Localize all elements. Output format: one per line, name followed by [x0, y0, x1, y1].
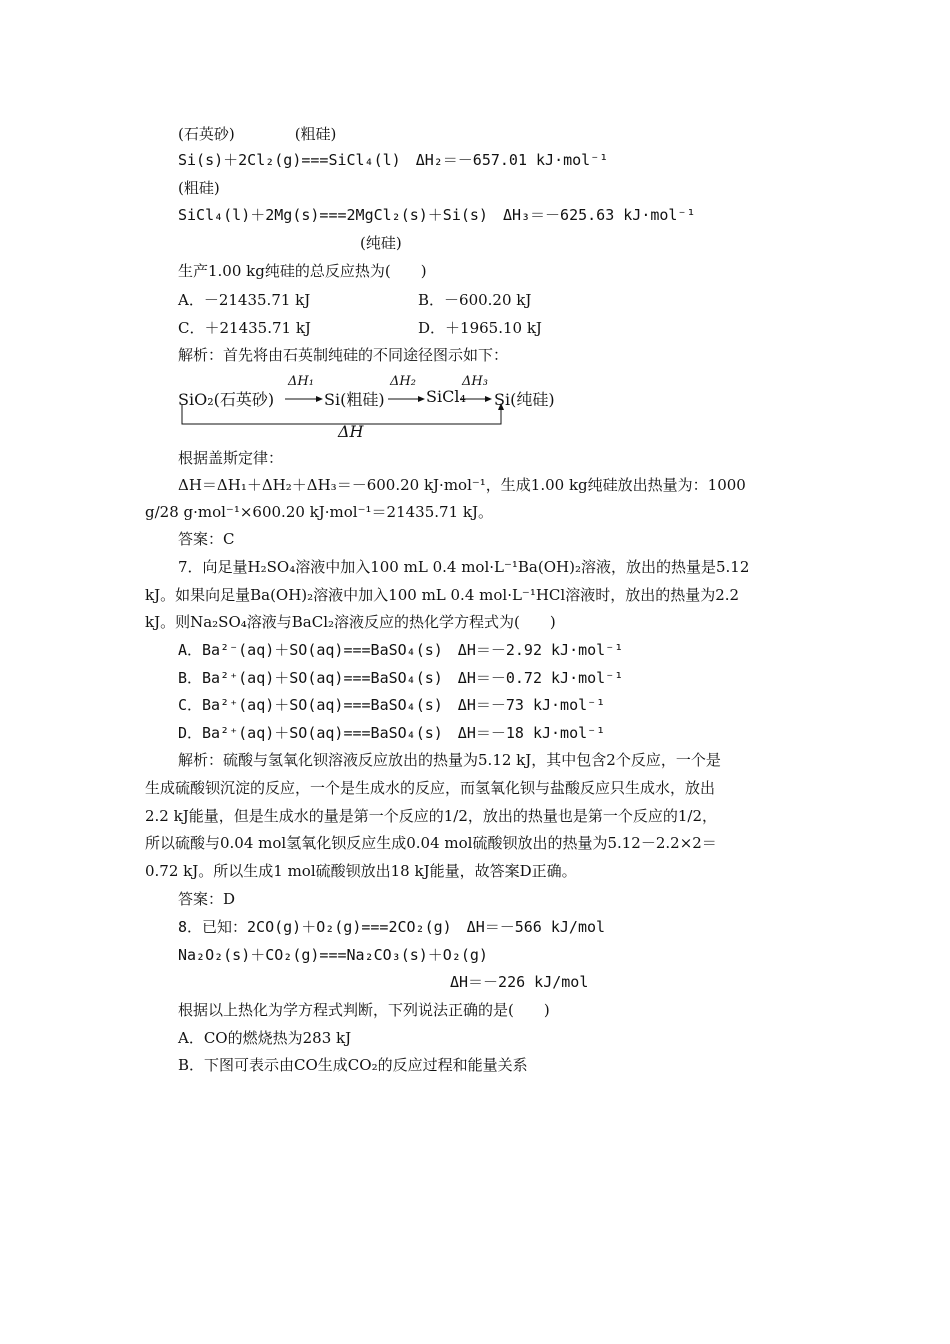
equation-line: SiCl₄(l)＋2Mg(s)===2MgCl₂(s)＋Si(s) ΔH₃＝－625.63 kJ·mol⁻¹	[178, 206, 696, 224]
analysis-text: 解析：首先将由石英制纯硅的不同途径图示如下：	[178, 346, 509, 364]
option-d: D．＋1965.10 kJ	[418, 319, 542, 337]
option-b: B．下图可表示由CO生成CO₂的反应过程和能量关系	[178, 1056, 528, 1074]
equation-line: Si(s)＋2Cl₂(g)===SiCl₄(l) ΔH₂＝－657.01 kJ·mol⁻¹	[178, 151, 609, 169]
text-line: 根据以上热化为学方程式判断，下列说法正确的是( )	[178, 1001, 550, 1019]
arrowhead-1	[316, 396, 323, 402]
node-si-crude: Si(粗硅)	[324, 390, 385, 409]
text-line: kJ。如果向足量Ba(OH)₂溶液中加入100 mL 0.4 mol·L⁻¹HCl溶液时，放出的热量为2.2	[145, 586, 740, 604]
node-si-pure: Si(纯硅)	[494, 390, 555, 409]
answer-line: 答案：C	[178, 530, 235, 548]
label-dh1: ΔH₁	[288, 374, 314, 389]
node-sio2: SiO₂(石英砂)	[178, 390, 275, 409]
option-c: C．Ba²⁺(aq)＋SO(aq)===BaSO₄(s) ΔH＝－73 kJ·mol⁻¹	[178, 696, 606, 714]
question-stem: 7．向足量H₂SO₄溶液中加入100 mL 0.4 mol·L⁻¹Ba(OH)₂溶液，放出的热量是5.12	[178, 558, 750, 576]
option-a: A．－21435.71 kJ	[178, 291, 311, 309]
pathway-diagram	[178, 372, 568, 442]
analysis-text: 0.72 kJ。所以生成1 mol硫酸钡放出18 kJ能量，故答案D正确。	[145, 862, 577, 880]
text-line: g/28 g·mol⁻¹×600.20 kJ·mol⁻¹＝21435.71 kJ。	[145, 503, 493, 521]
arrowhead-3	[485, 396, 492, 402]
arrowhead-2	[418, 396, 425, 402]
equation-line: Na₂O₂(s)＋CO₂(g)===Na₂CO₃(s)＋O₂(g)	[178, 946, 488, 964]
text-line: 根据盖斯定律：	[178, 449, 284, 467]
question-stem: 8．已知：2CO(g)＋O₂(g)===2CO₂(g) ΔH＝－566 kJ/mol	[178, 918, 606, 936]
option-b: B．Ba²⁺(aq)＋SO(aq)===BaSO₄(s) ΔH＝－0.72 kJ·mol⁻¹	[178, 669, 624, 687]
option-d: D．Ba²⁺(aq)＋SO(aq)===BaSO₄(s) ΔH＝－18 kJ·mol⁻¹	[178, 724, 606, 742]
analysis-text: 2.2 kJ能量，但是生成水的量是第一个反应的1/2，放出的热量也是第一个反应的1/2，	[145, 807, 718, 825]
label-dh: ΔH	[338, 422, 364, 441]
question-stem: 生产1.00 kg纯硅的总反应热为( )	[178, 262, 427, 280]
analysis-text: 所以硫酸与0.04 mol氢氧化钡反应生成0.04 mol硫酸钡放出的热量为5.12－2.2×2＝	[145, 834, 717, 852]
analysis-text: 生成硫酸钡沉淀的反应，一个是生成水的反应，而氢氧化钡与盐酸反应只生成水，放出	[145, 779, 716, 797]
text-line: ΔH＝ΔH₁＋ΔH₂＋ΔH₃＝－600.20 kJ·mol⁻¹，生成1.00 kg纯硅放出热量为：1000	[178, 476, 746, 494]
option-c: C．＋21435.71 kJ	[178, 319, 311, 337]
analysis-text: 解析：硫酸与氢氧化钡溶液反应放出的热量为5.12 kJ，其中包含2个反应，一个是	[178, 751, 721, 769]
text-line: (粗硅)	[178, 179, 220, 197]
text-line: (纯硅)	[360, 234, 402, 252]
option-b: B．－600.20 kJ	[418, 291, 532, 309]
text-line: (石英砂) (粗硅)	[178, 125, 337, 143]
label-dh2: ΔH₂	[390, 374, 416, 389]
option-a: A．Ba²⁻(aq)＋SO(aq)===BaSO₄(s) ΔH＝－2.92 kJ·mol⁻¹	[178, 641, 624, 659]
text-line: kJ。则Na₂SO₄溶液与BaCl₂溶液反应的热化学方程式为( )	[145, 613, 556, 631]
answer-line: 答案：D	[178, 890, 236, 908]
equation-line: ΔH＝－226 kJ/mol	[450, 973, 589, 991]
label-dh3: ΔH₃	[462, 374, 488, 389]
option-a: A．CO的燃烧热为283 kJ	[178, 1029, 352, 1047]
node-sicl4: SiCl₄	[426, 387, 466, 406]
